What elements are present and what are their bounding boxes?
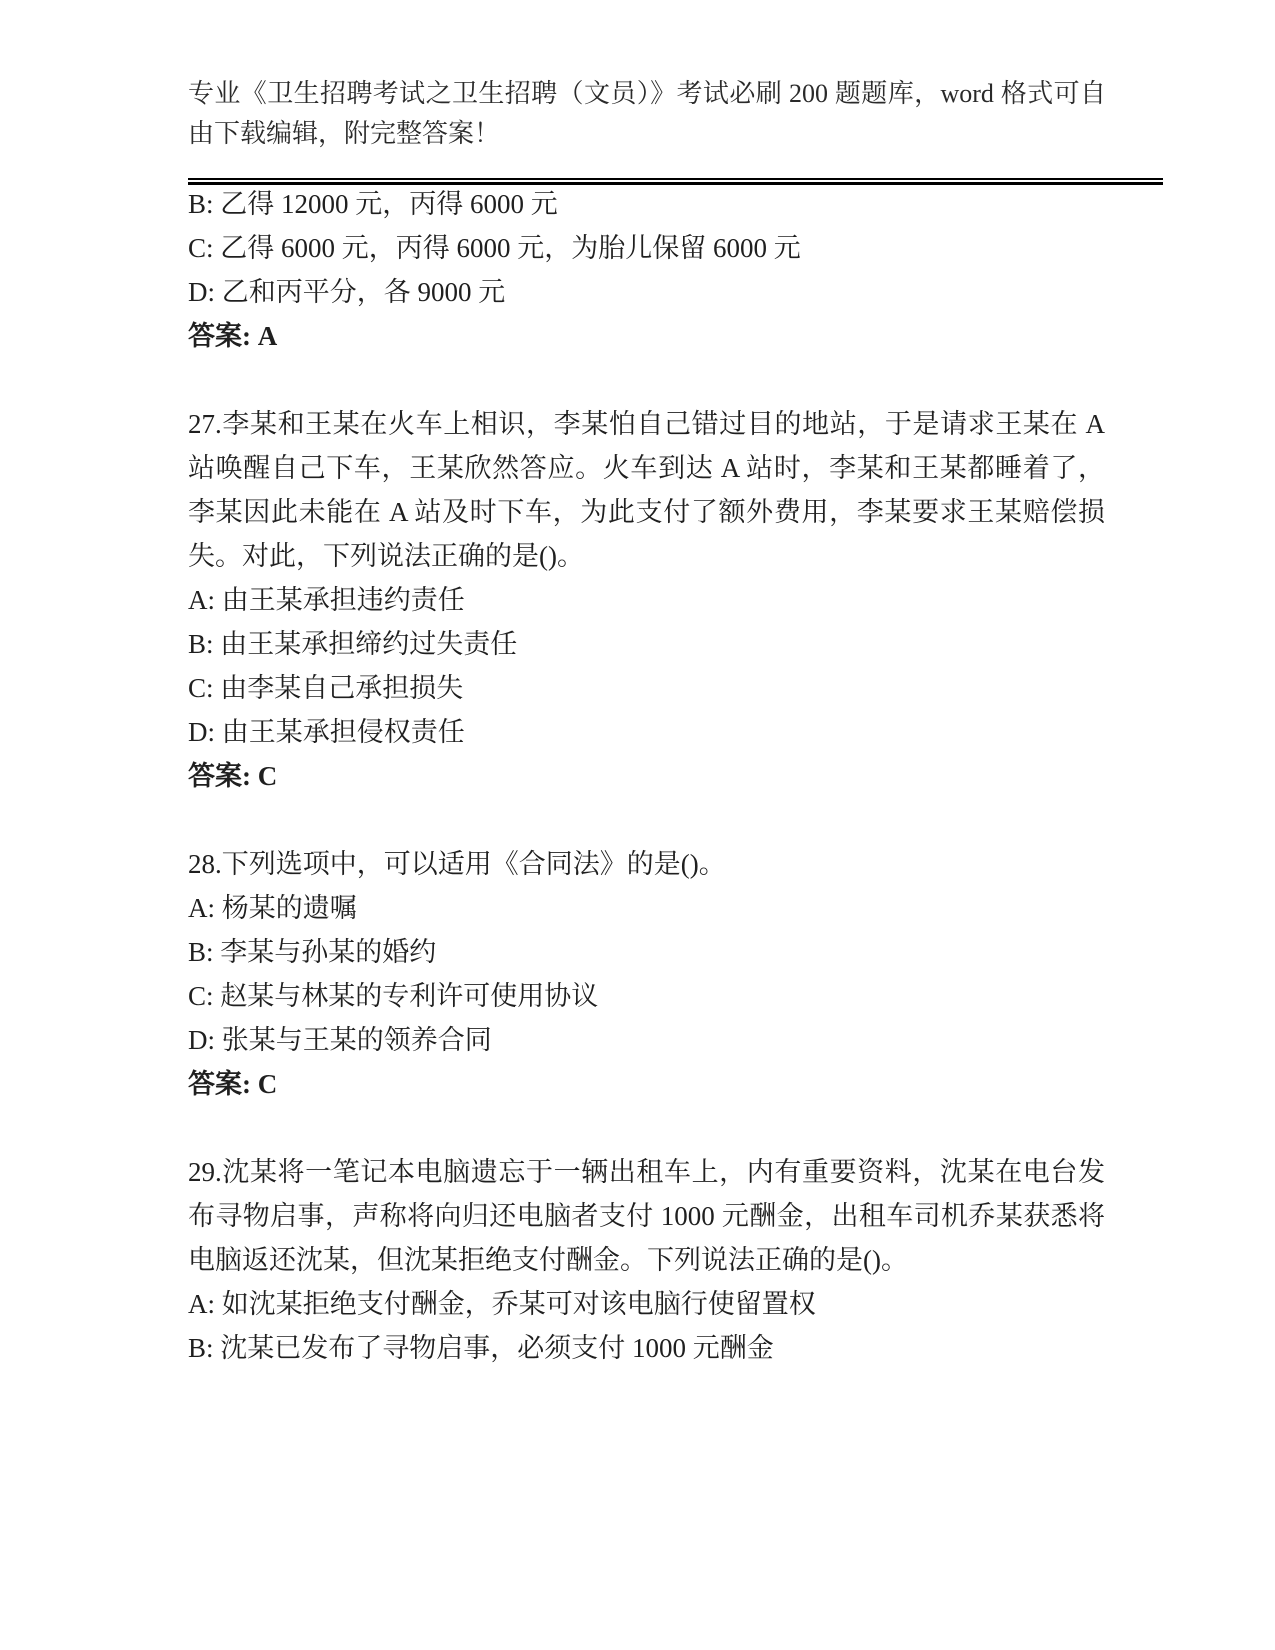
question-28-option-a: A: 杨某的遗嘱	[188, 893, 357, 923]
question-29-option-a: A: 如沈某拒绝支付酬金，乔某可对该电脑行使留置权	[188, 1289, 816, 1319]
question-29-block	[188, 1150, 1105, 1370]
question-27-option-a: A: 由王某承担违约责任	[188, 585, 465, 615]
question-26-options-block	[188, 182, 1105, 358]
question-26-option-d: D: 乙和丙平分，各 9000 元	[188, 277, 506, 307]
question-29-stem: 29.沈某将一笔记本电脑遗忘于一辆出租车上，内有重要资料，沈某在电台发布寻物启事，声称将向归还电脑者支付 1000 元酬金，出租车司机乔某获悉将电脑返还沈某，但沈某拒绝支付酬金。下列说法正确的是()。	[188, 1157, 1105, 1275]
question-28-option-d: D: 张某与王某的领养合同	[188, 1025, 492, 1055]
header-title: 专业《卫生招聘考试之卫生招聘（文员）》考试必刷 200 题题库，word 格式可自由下载编辑，附完整答案！	[188, 79, 1106, 148]
question-27-option-d: D: 由王某承担侵权责任	[188, 717, 465, 747]
question-29-option-b: B: 沈某已发布了寻物启事，必须支付 1000 元酬金	[188, 1333, 774, 1363]
question-26-option-c: C: 乙得 6000 元，丙得 6000 元，为胎儿保留 6000 元	[188, 233, 801, 263]
question-27-answer: 答案: C	[188, 761, 278, 791]
question-28-stem: 28.下列选项中，可以适用《合同法》的是()。	[188, 849, 726, 879]
document-header	[188, 74, 1163, 180]
question-27-option-c: C: 由李某自己承担损失	[188, 673, 464, 703]
question-27-option-b: B: 由王某承担缔约过失责任	[188, 629, 518, 659]
document-body	[188, 182, 1105, 1370]
question-27-stem: 27.李某和王某在火车上相识，李某怕自己错过目的地站，于是请求王某在 A 站唤醒自己下车，王某欣然答应。火车到达 A 站时，李某和王某都睡着了，李某因此未能在 A 站及时下车，为此支付了额外费用，李某要求王某赔偿损失。对此，下列说法正确的是()。	[188, 409, 1105, 571]
question-26-answer: 答案: A	[188, 321, 278, 351]
header-divider	[188, 178, 1163, 180]
question-28-option-b: B: 李某与孙某的婚约	[188, 937, 437, 967]
question-28-option-c: C: 赵某与林某的专利许可使用协议	[188, 981, 599, 1011]
question-28-block	[188, 842, 1105, 1106]
question-28-answer: 答案: C	[188, 1069, 278, 1099]
question-27-block	[188, 402, 1105, 798]
question-26-option-b: B: 乙得 12000 元，丙得 6000 元	[188, 189, 558, 219]
